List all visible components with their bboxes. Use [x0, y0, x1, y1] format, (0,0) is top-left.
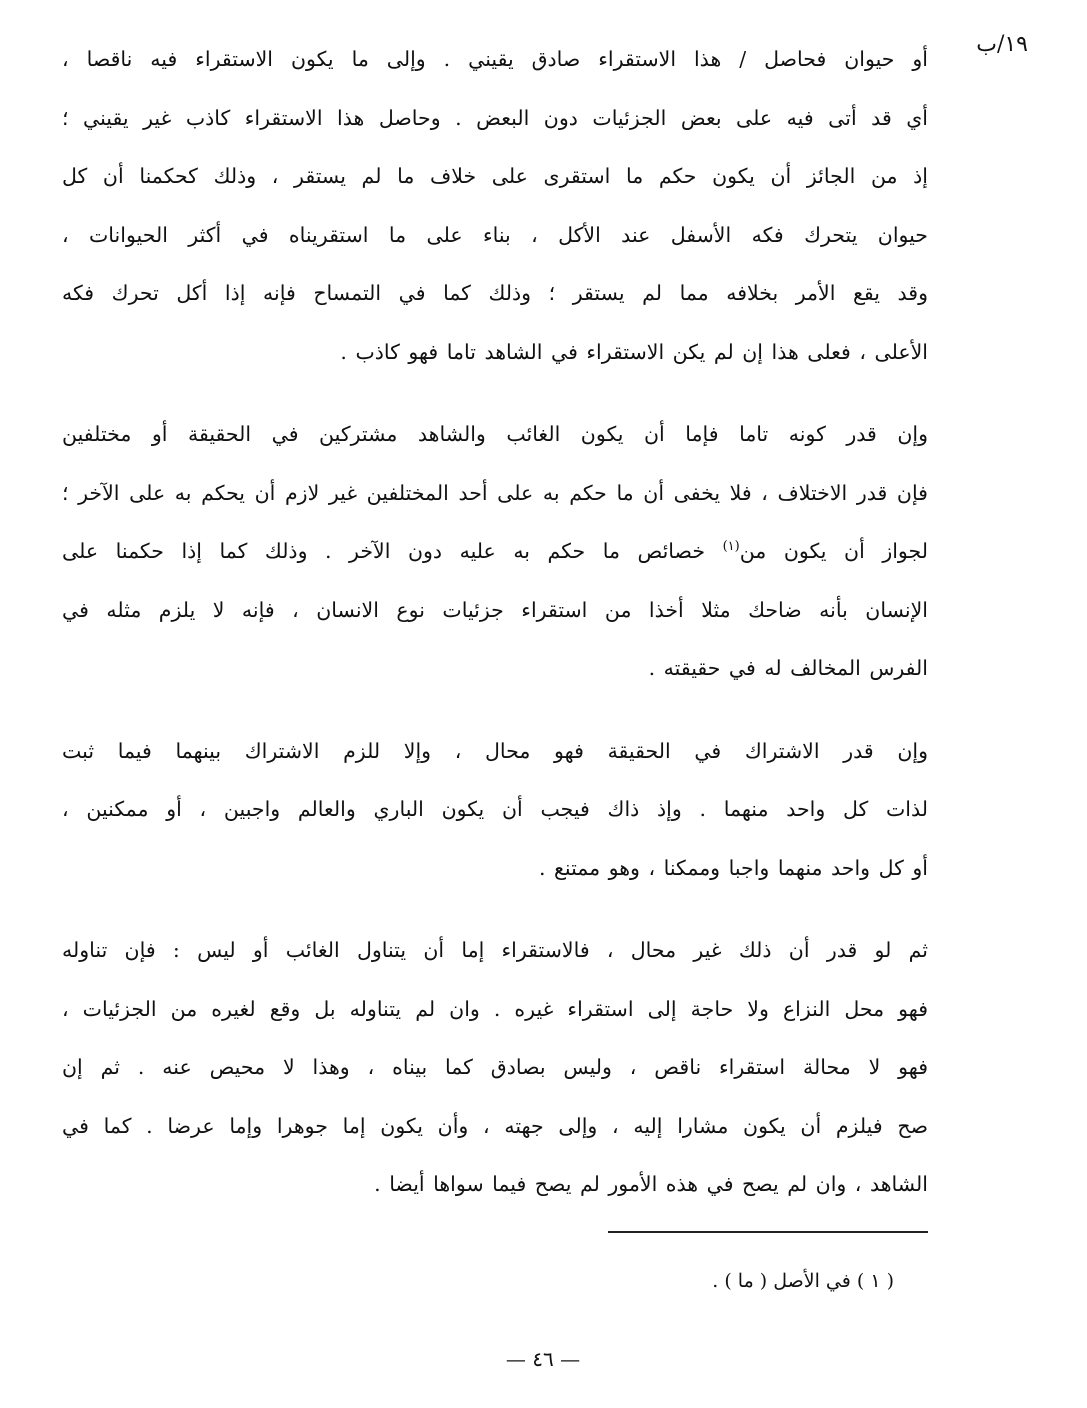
text-line: أي قد أتى فيه على بعض الجزئيات دون البعض . وحاصل هذا الاستقراء كاذب غير يقيني ؛	[62, 105, 928, 130]
text-line: أو حيوان فحاصل / هذا الاستقراء صادق يقيني . وإلى ما يكون الاستقراء فيه ناقصا ،	[62, 47, 928, 71]
page-number: — ٤٦ —	[505, 1347, 581, 1371]
text-line: صح فيلزم أن يكون مشارا إليه ، وإلى جهته ، وأن يكون إما جوهرا وإما عرضا . كما في	[62, 1113, 928, 1138]
text-line: وقد يقع الأمر بخلافه مما لم يستقر ؛ وذلك كما في التمساح فإنه إذا أكل تحرك فكه	[62, 281, 928, 305]
paragraph-2	[62, 405, 928, 698]
footnote-reference: (١)	[722, 539, 740, 555]
paragraph-3	[62, 722, 928, 898]
text-segment: لجواز أن يكون من	[739, 539, 928, 563]
text-line: لذات كل واحد منهما . وإذ ذاك فيجب أن يكون الباري والعالم واجبين ، أو ممكنين ،	[62, 797, 928, 821]
paragraph-1	[62, 30, 928, 381]
text-line: فهو محل النزاع ولا حاجة إلى استقراء غيره . وان لم يتناوله بل وقع لغيره من الجزئيات ،	[62, 996, 928, 1021]
text-line: الإنسان بأنه ضاحك مثلا أخذا من استقراء جزئيات نوع الانسان ، فإنه لا يلزم مثله في	[62, 597, 928, 622]
text-line: الأعلى ، فعلى هذا إن لم يكن الاستقراء في الشاهد تاما فهو كاذب .	[340, 339, 928, 364]
text-line: إذ من الجائز أن يكون حكم ما استقرى على خلاف ما لم يستقر ، وذلك كحكمنا أن كل	[62, 164, 928, 188]
text-line: الفرس المخالف له في حقيقته .	[648, 656, 928, 680]
folio-margin-note: ١٩/ب	[976, 32, 1028, 57]
text-line: ثم لو قدر أن ذلك غير محال ، فالاستقراء إما أن يتناول الغائب أو ليس : فإن تناوله	[62, 938, 928, 962]
main-text	[62, 30, 928, 1214]
text-line: فهو لا محالة استقراء ناقص ، وليس بصادق كما بيناه ، وهذا لا محيص عنه . ثم إن	[62, 1055, 928, 1079]
text-segment: خصائص ما حكم به عليه دون الآخر . وذلك كما إذا حكمنا على	[62, 539, 706, 563]
text-line: وإن قدر الاشتراك في الحقيقة فهو محال ، وإلا للزم الاشتراك بينهما فيما ثبت	[62, 738, 928, 763]
text-line: أو كل واحد منهما واجبا وممكنا ، وهو ممتنع .	[538, 855, 928, 880]
text-line-with-footnote	[62, 522, 928, 581]
footnote-separator	[608, 1231, 928, 1233]
text-line: وإن قدر كونه تاما فإما أن يكون الغائب والشاهد مشتركين في الحقيقة أو مختلفين	[62, 422, 928, 446]
paragraph-4	[62, 921, 928, 1214]
text-line: الشاهد ، وان لم يصح في هذه الأمور لم يصح فيما سواها أيضا .	[374, 1172, 928, 1196]
text-line: فإن قدر الاختلاف ، فلا يخفى أن ما حكم به على أحد المختلفين غير لازم أن يحكم به على الآخر ؛	[62, 480, 928, 505]
text-line: حيوان يتحرك فكه الأسفل عند الأكل ، بناء على ما استقريناه في أكثر الحيوانات ،	[62, 222, 928, 247]
footnote: ( ١ ) في الأصل ( ما ) .	[712, 1270, 894, 1292]
